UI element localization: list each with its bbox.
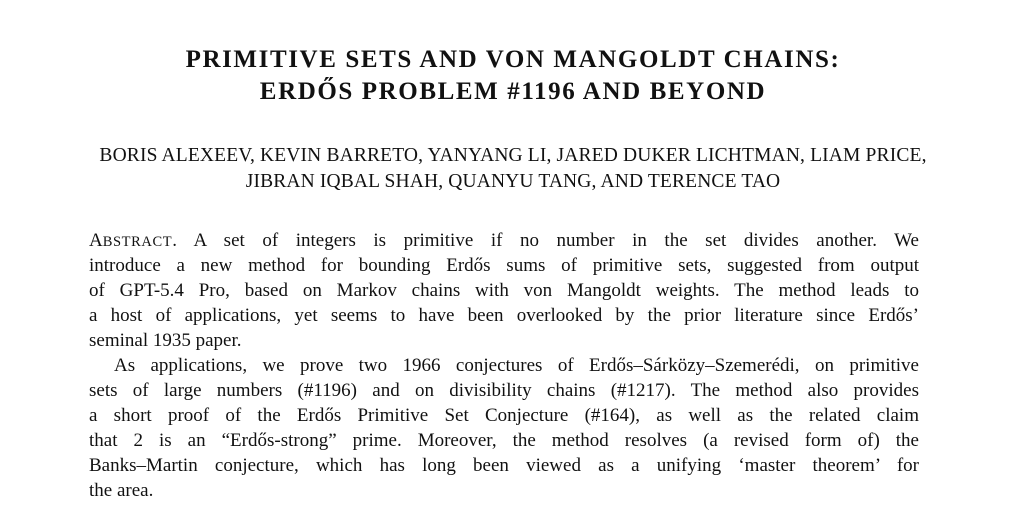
abstract-line: sets of large numbers (#1196) and on divisibility chains (#1217). The method also provides — [89, 380, 919, 401]
abstract-line: seminal 1935 paper. — [89, 330, 242, 351]
abstract-line: of GPT-5.4 Pro, based on Markov chains with von Mangoldt weights. The method leads to — [89, 280, 919, 301]
abstract-label-initial: A — [89, 230, 103, 251]
author-line-2: JIBRAN IQBAL SHAH, QUANYU TANG, AND TERENCE TAO — [245, 171, 781, 192]
abstract-label-dot: . — [172, 230, 177, 251]
abstract-label-rest: BSTRACT — [102, 234, 173, 250]
title-line-1: PRIMITIVE SETS AND VON MANGOLDT CHAINS: — [185, 46, 841, 73]
abstract-line: that 2 is an “Erdős-strong” prime. Moreover, the method resolves (a revised form of) the — [89, 430, 919, 451]
title-line-2: ERDŐS PROBLEM #1196 AND BEYOND — [259, 78, 767, 105]
author-line-1: BORIS ALEXEEV, KEVIN BARRETO, YANYANG LI, JARED DUKER LICHTMAN, LIAM PRICE, — [99, 145, 927, 166]
abstract-line: a short proof of the Erdős Primitive Set Conjecture (#164), as well as the related claim — [89, 405, 919, 426]
abstract-line: As applications, we prove two 1966 conjectures of Erdős–Sárközy–Szemerédi, on primitive — [114, 355, 919, 376]
abstract-line: a host of applications, yet seems to have been overlooked by the prior literature since Erdős’ — [89, 305, 919, 326]
author-list — [0, 143, 1026, 195]
abstract-text: A set of integers is primitive if no number in the set divides another. We — [193, 230, 919, 251]
abstract-label — [89, 230, 177, 251]
abstract-line: introduce a new method for bounding Erdős sums of primitive sets, suggested from output — [89, 255, 919, 276]
abstract-line: Banks–Martin conjecture, which has long been viewed as a unifying ‘master theorem’ for — [89, 455, 919, 476]
abstract — [89, 228, 919, 503]
abstract-line — [89, 228, 919, 253]
abstract-line: the area. — [89, 480, 154, 501]
paper-title — [0, 44, 1026, 108]
